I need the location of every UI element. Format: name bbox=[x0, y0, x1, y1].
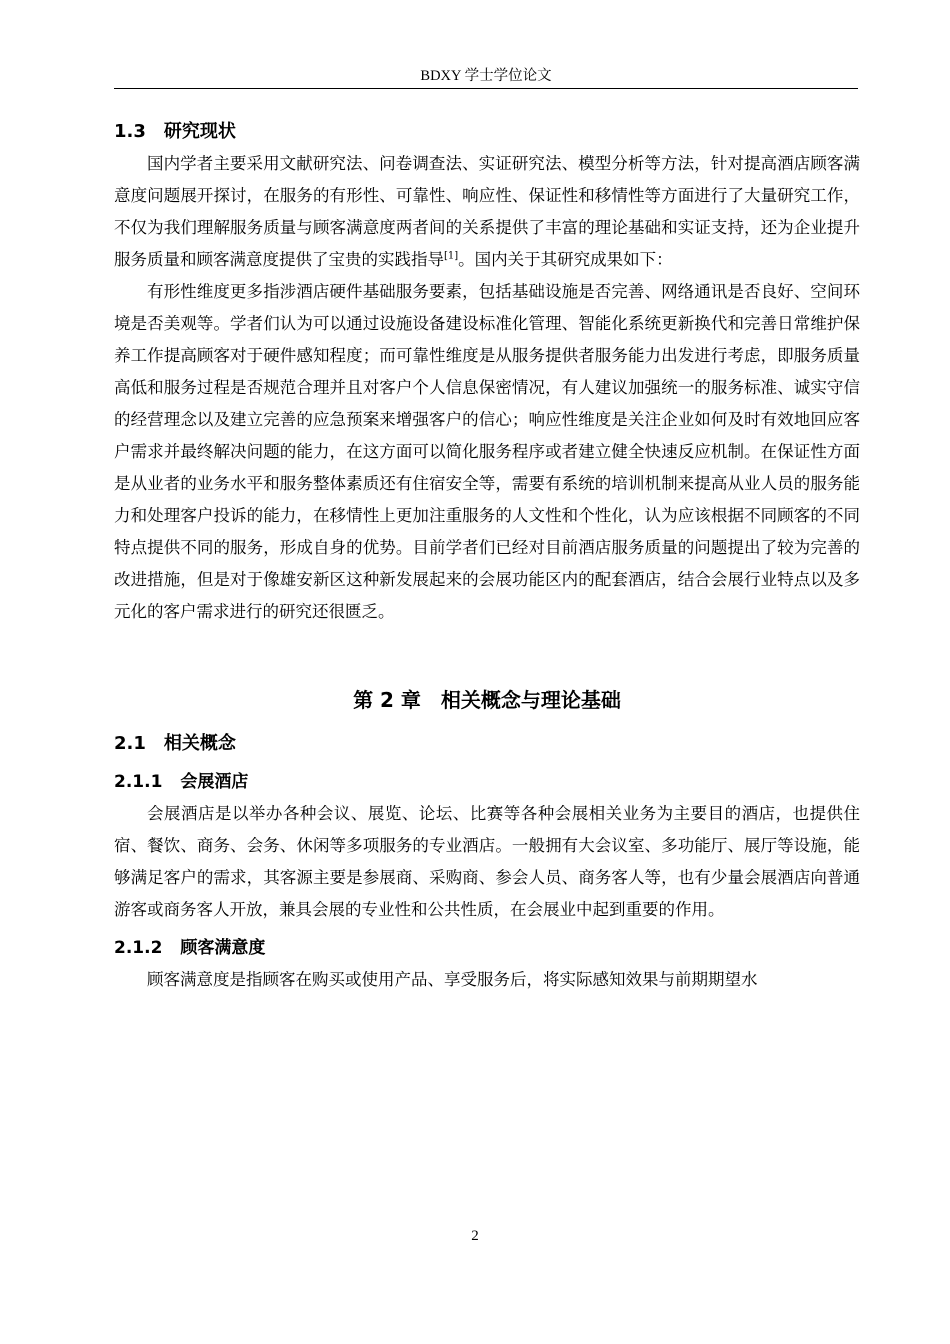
chapter-heading bbox=[114, 684, 860, 716]
paragraph-research-overview bbox=[114, 148, 860, 276]
subsection-title: 会展酒店 bbox=[180, 772, 249, 792]
paragraph-exhibition-hotel: 会展酒店是以举办各种会议、展览、论坛、比赛等各种会展相关业务为主要目的酒店，也提供住宿、餐饮、商务、会务、休闲等多项服务的专业酒店。一般拥有大会议室、多功能厅、展厅等设施，能够满足客户的需求，其客源主要是参展商、采购商、参会人员、商务客人等，也有少量会展酒店向普通游客或商务客人开放，兼具会展的专业性和公共性质，在会展业中起到重要的作用。 bbox=[114, 804, 860, 919]
subsection-heading-2-1-2 bbox=[114, 932, 860, 964]
paragraph-dimensions: 有形性维度更多指涉酒店硬件基础服务要素，包括基础设施是否完善、网络通讯是否良好、空间环境是否美观等。学者们认为可以通过设施设备建设标准化管理、智能化系统更新换代和完善日常维护保养工作提高顾客对于硬件感知程度；而可靠性维度是从服务提供者服务能力出发进行考虑，即服务质量高低和服务过程是否规范合理并且对客户个人信息保密情况，有人建议加强统一的服务标准、诚实守信的经营理念以及建立完善的应急预案来增强客户的信心；响应性维度是关注企业如何及时有效地回应客户需求并最终解决问题的能力，在这方面可以简化服务程序或者建立健全快速反应机制。在保证性方面是从业者的业务水平和服务整体素质还有住宿安全等，需要有系统的培训机制来提高从业人员的服务能力和处理客户投诉的能力，在移情性上更加注重服务的人文性和个性化，认为应该根据不同顾客的不同特点提供不同的服务，形成自身的优势。目前学者们已经对目前酒店服务质量的问题提出了较为完善的改进措施，但是对于像雄安新区这种新发展起来的会展功能区内的配套酒店，结合会展行业特点以及多元化的客户需求进行的研究还很匮乏。 bbox=[114, 282, 860, 621]
page-number: 2 bbox=[471, 1228, 479, 1244]
subsection-number: 2.1.1 bbox=[114, 772, 163, 792]
paragraph-text-tail: 。国内关于其研究成果如下： bbox=[458, 250, 673, 269]
paragraph-customer-satisfaction: 顾客满意度是指顾客在购买或使用产品、享受服务后，将实际感知效果与前期期望水 bbox=[147, 970, 758, 989]
page-body bbox=[114, 116, 860, 996]
paragraph-text: 国内学者主要采用文献研究法、问卷调查法、实证研究法、模型分析等方法，针对提高酒店顾客满意度问题展开探讨，在服务的有形性、可靠性、响应性、保证性和移情性等方面进行了大量研究工作，不仅为我们理解服务质量与顾客满意度两者间的关系提供了丰富的理论基础和实证支持，还为企业提升服务质量和顾客满意度提供了宝贵的实践指导 bbox=[114, 154, 860, 269]
section-title: 相关概念 bbox=[163, 733, 236, 754]
section-title: 研究现状 bbox=[163, 121, 236, 142]
chapter-title: 相关概念与理论基础 bbox=[440, 688, 621, 712]
running-header: BDXY 学士学位论文 bbox=[420, 68, 552, 84]
section-heading-2-1 bbox=[114, 728, 860, 760]
chapter-number: 第 2 章 bbox=[353, 688, 421, 712]
header-divider bbox=[114, 88, 858, 89]
section-heading-1-3 bbox=[114, 116, 860, 148]
subsection-number: 2.1.2 bbox=[114, 938, 163, 958]
subsection-title: 顾客满意度 bbox=[180, 938, 266, 958]
section-number: 2.1 bbox=[114, 733, 146, 754]
section-number: 1.3 bbox=[114, 121, 146, 142]
subsection-heading-2-1-1 bbox=[114, 766, 860, 798]
spacer bbox=[114, 628, 860, 684]
citation-reference: [1] bbox=[444, 250, 459, 262]
